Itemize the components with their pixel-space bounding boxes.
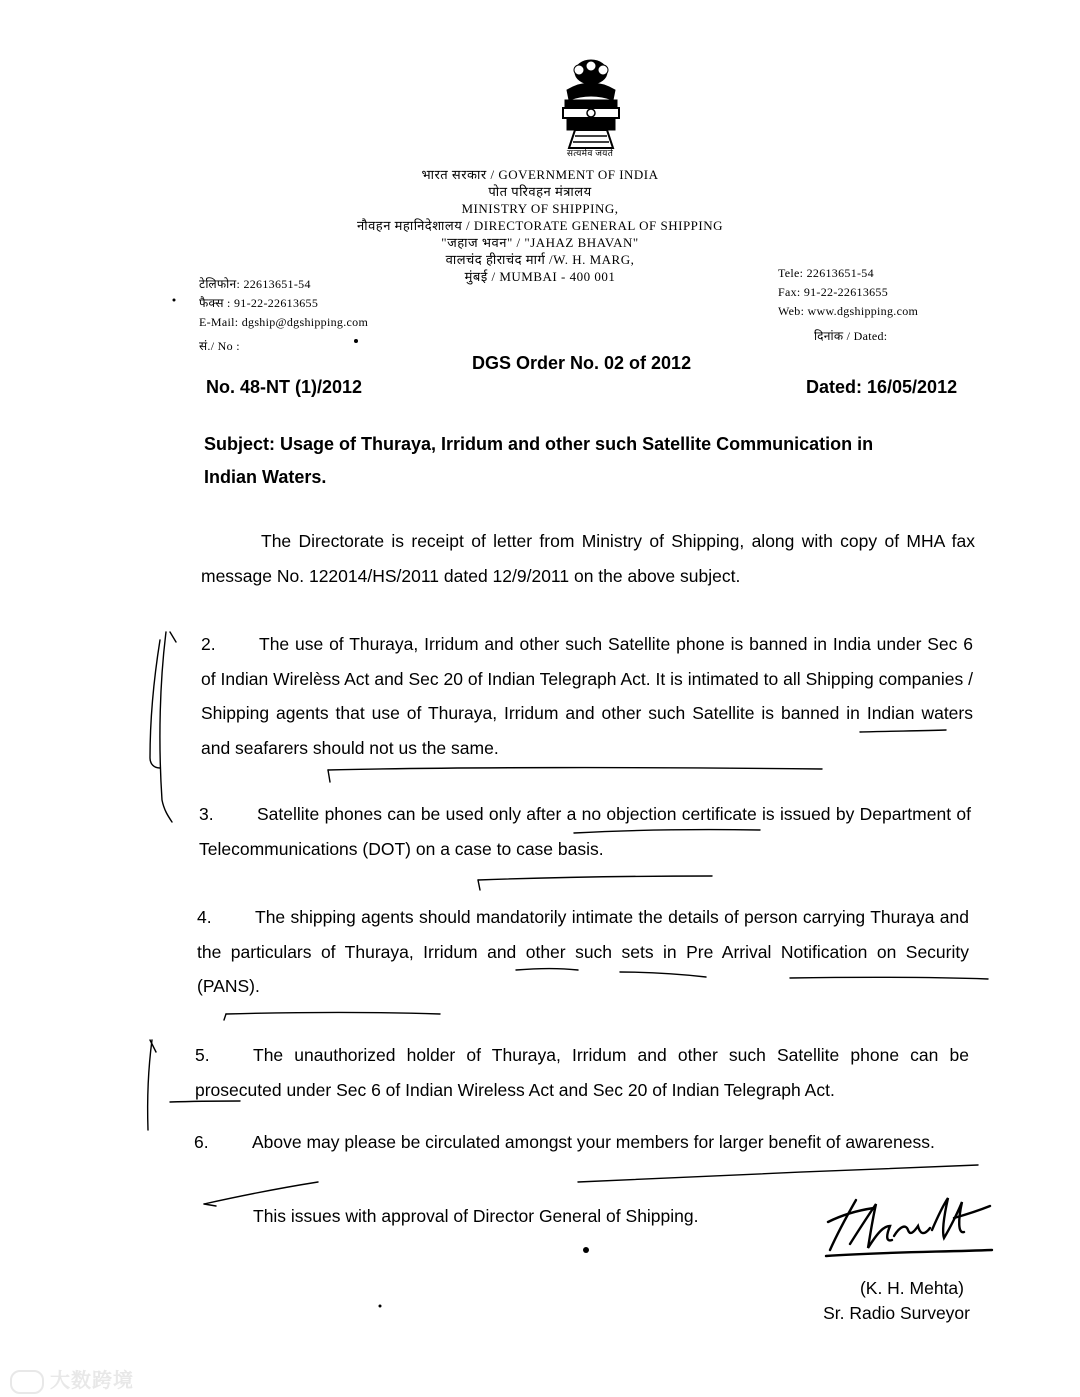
reference-label: सं./ No :	[199, 339, 240, 353]
order-title: DGS Order No. 02 of 2012	[472, 353, 692, 373]
ministry-hindi: पोत परिवहन मंत्रालय	[488, 184, 592, 199]
city-line: मुंबई / MUMBAI - 400 001	[464, 269, 616, 284]
paragraph-4-number: 4.	[197, 907, 212, 927]
emblem-motto: सत्यमेव जयते	[566, 148, 614, 158]
paragraph-2-number: 2.	[201, 634, 216, 654]
approval-text: This issues with approval of Director General of Shipping.	[253, 1206, 699, 1226]
paragraph-3-number: 3.	[199, 804, 214, 824]
signatory-designation: Sr. Radio Surveyor	[823, 1303, 970, 1323]
email-text: E-Mail: dgship@dgshipping.com	[199, 315, 369, 329]
web-text: Web: www.dgshipping.com	[778, 304, 919, 318]
paragraph-5-number: 5.	[195, 1045, 210, 1065]
order-date: Dated: 16/05/2012	[806, 377, 958, 397]
directorate-line: नौवहन महानिदेशालय / DIRECTORATE GENERAL OF SHIPPING	[356, 218, 724, 233]
ministry-line: MINISTRY OF SHIPPING,	[461, 201, 619, 216]
subject-line-2: Indian Waters.	[204, 467, 327, 487]
paragraph-3-text: Satellite phones can be used only after a no objection certificate is issued by Department of Telecommunications (DOT) on a case to case basis.	[199, 804, 971, 859]
building-line: "जहाज भवन" / "JAHAZ BHAVAN"	[441, 235, 639, 250]
phone-text: टेलिफोन: 22613651-54	[199, 277, 311, 291]
intro-paragraph: The Directorate is receipt of letter from Ministry of Shipping, along with copy of MHA fax message No. 122014/HS/2011 dated 12/9/2011 on the above subject.	[201, 531, 975, 586]
watermark-logo	[10, 1364, 134, 1394]
paragraph-6-text: Above may please be circulated amongst your members for larger benefit of awareness.	[252, 1132, 935, 1152]
subject-line-1: Subject: Usage of Thuraya, Irridum and other such Satellite Communication in	[204, 434, 874, 454]
tele-text: Tele: 22613651-54	[778, 266, 874, 280]
fax-text: फैक्स : 91-22-22613655	[199, 296, 319, 310]
order-number: No. 48-NT (1)/2012	[206, 377, 363, 397]
watermark-text: 大数跨境	[50, 1370, 134, 1392]
paragraph-2-text: The use of Thuraya, Irridum and other such Satellite phone is banned in India under Sec 6 of Indian Wirelèss Act and Sec 20 of Indian Telegraph Act. It is intimated to all Shipping companies / Shipping agents that use of Thuraya, Irridum and other such Satellite is banned in Indian waters and seafarers should not us the same.	[201, 634, 973, 758]
fax-right-text: Fax: 91-22-22613655	[778, 285, 889, 299]
paragraph-6-number: 6.	[194, 1132, 209, 1152]
gov-line: भारत सरकार / GOVERNMENT OF INDIA	[421, 167, 659, 182]
street-line: वालचंद हीराचंद मार्ग /W. H. MARG,	[445, 252, 635, 267]
dated-label: दिनांक / Dated:	[814, 329, 888, 343]
watermark-icon	[10, 1370, 44, 1394]
paragraph-5-text: The unauthorized holder of Thuraya, Irridum and other such Satellite phone can be prosecuted under Sec 6 of Indian Wireless Act and Sec 20 of Indian Telegraph Act.	[195, 1045, 969, 1100]
signatory-name: (K. H. Mehta)	[859, 1278, 964, 1298]
paragraph-4-text: The shipping agents should mandatorily intimate the details of person carrying Thuraya and the particulars of Thuraya, Irridum and other such sets in Pre Arrival Notification on Security (PANS).	[197, 907, 969, 996]
